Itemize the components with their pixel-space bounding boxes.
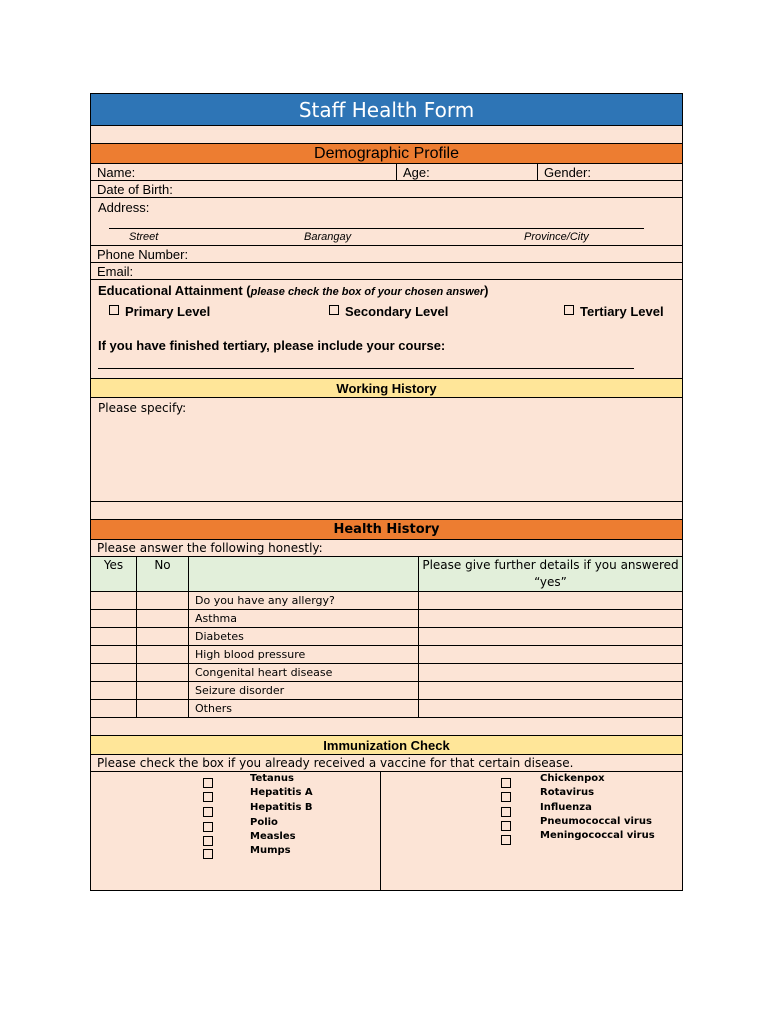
immunization-instruction: Please check the box if you already received a vaccine for that certain disease.	[97, 756, 574, 770]
no-cell[interactable]	[137, 646, 189, 664]
checkbox[interactable]	[203, 778, 213, 788]
checkbox[interactable]	[501, 807, 511, 817]
form-title: Staff Health Form	[91, 94, 682, 126]
phone-field[interactable]	[91, 246, 682, 263]
condition-column-header	[189, 557, 419, 592]
condition-label: Seizure disorder	[189, 682, 419, 700]
no-cell[interactable]	[137, 628, 189, 646]
details-cell[interactable]	[419, 646, 683, 664]
no-cell[interactable]	[137, 700, 189, 718]
checkbox[interactable]	[203, 836, 213, 846]
address-label: Address:	[98, 200, 150, 215]
working-history-field[interactable]	[91, 398, 682, 502]
vaccine-label: Hepatitis A	[250, 787, 313, 798]
yes-cell[interactable]	[91, 646, 137, 664]
specify-label: Please specify:	[98, 401, 187, 415]
vaccine-label: Pneumococcal virus	[540, 816, 652, 827]
vaccine-label: Tetanus	[250, 773, 294, 784]
spacer-row	[91, 126, 682, 144]
table-row	[91, 610, 682, 628]
checkbox[interactable]	[564, 305, 574, 315]
health-instruction-row	[91, 540, 682, 557]
staff-health-form	[90, 93, 683, 891]
no-column-header: No	[137, 557, 189, 592]
address-field[interactable]	[91, 198, 682, 246]
checkbox[interactable]	[203, 792, 213, 802]
checkbox[interactable]	[501, 792, 511, 802]
details-cell[interactable]	[419, 610, 683, 628]
condition-label: Others	[189, 700, 419, 718]
spacer-row	[91, 718, 682, 736]
primary-level-option[interactable]: Primary Level	[109, 304, 210, 319]
table-row	[91, 592, 682, 610]
no-cell[interactable]	[137, 592, 189, 610]
education-note: please check the box of your chosen answer	[250, 286, 485, 298]
no-cell[interactable]	[137, 610, 189, 628]
immunization-header: Immunization Check	[91, 736, 682, 755]
checkbox[interactable]	[109, 305, 119, 315]
yes-cell[interactable]	[91, 592, 137, 610]
checkbox[interactable]	[501, 835, 511, 845]
immunization-checklist	[91, 772, 682, 890]
condition-label: Diabetes	[189, 628, 419, 646]
condition-label: High blood pressure	[189, 646, 419, 664]
course-input-line[interactable]	[98, 368, 634, 369]
table-row	[91, 664, 682, 682]
education-label: Educational Attainment (please check the box of your chosen answer)	[98, 283, 489, 298]
phone-label: Phone Number:	[97, 247, 189, 262]
details-cell[interactable]	[419, 592, 683, 610]
spacer-row	[91, 502, 682, 520]
vaccine-label: Influenza	[540, 802, 592, 813]
vaccine-column-right	[381, 772, 682, 890]
education-section	[91, 280, 682, 379]
yes-cell[interactable]	[91, 628, 137, 646]
street-label: Street	[129, 231, 159, 243]
barangay-label: Barangay	[304, 231, 352, 243]
tertiary-level-option[interactable]: Tertiary Level	[564, 304, 664, 319]
health-instruction: Please answer the following honestly:	[97, 541, 323, 555]
immunization-instruction-row	[91, 755, 682, 772]
vaccine-label: Polio	[250, 817, 278, 828]
table-row	[91, 682, 682, 700]
condition-label: Congenital heart disease	[189, 664, 419, 682]
details-cell[interactable]	[419, 682, 683, 700]
details-column-header: Please give further details if you answered “yes”	[419, 557, 683, 592]
condition-label: Do you have any allergy?	[189, 592, 419, 610]
details-cell[interactable]	[419, 628, 683, 646]
yes-cell[interactable]	[91, 700, 137, 718]
yes-cell[interactable]	[91, 610, 137, 628]
working-history-header: Working History	[91, 379, 682, 398]
demographic-header: Demographic Profile	[91, 144, 682, 164]
health-history-header: Health History	[91, 520, 682, 540]
course-prompt: If you have finished tertiary, please include your course:	[98, 338, 446, 353]
vaccine-label: Mumps	[250, 845, 291, 856]
details-cell[interactable]	[419, 664, 683, 682]
gender-field[interactable]: Gender:	[537, 164, 682, 180]
no-cell[interactable]	[137, 664, 189, 682]
vaccine-label: Rotavirus	[540, 787, 595, 798]
no-cell[interactable]	[137, 682, 189, 700]
yes-cell[interactable]	[91, 682, 137, 700]
checkbox[interactable]	[501, 821, 511, 831]
vaccine-label: Hepatitis B	[250, 802, 313, 813]
vaccine-label: Meningococcal virus	[540, 830, 655, 841]
name-age-gender-row	[91, 164, 682, 181]
vaccine-column-left	[91, 772, 381, 890]
table-row	[91, 700, 682, 718]
health-table-row	[91, 557, 682, 718]
checkbox[interactable]	[329, 305, 339, 315]
table-row	[91, 646, 682, 664]
checkbox[interactable]	[203, 822, 213, 832]
health-history-table	[91, 557, 682, 717]
dob-label: Date of Birth:	[97, 182, 173, 197]
yes-column-header: Yes	[91, 557, 137, 592]
details-cell[interactable]	[419, 700, 683, 718]
checkbox[interactable]	[203, 849, 213, 859]
vaccine-label: Chickenpox	[540, 773, 605, 784]
province-label: Province/City	[524, 231, 589, 243]
address-line	[109, 228, 644, 229]
checkbox[interactable]	[203, 807, 213, 817]
vaccine-label: Measles	[250, 831, 296, 842]
dob-field[interactable]	[91, 181, 682, 198]
email-label: Email:	[97, 264, 134, 279]
yes-cell[interactable]	[91, 664, 137, 682]
email-field[interactable]	[91, 263, 682, 280]
table-header-row	[91, 557, 682, 592]
age-field[interactable]: Age:	[396, 164, 537, 180]
checkbox[interactable]	[501, 778, 511, 788]
table-row	[91, 628, 682, 646]
name-field[interactable]: Name:	[97, 165, 136, 180]
secondary-level-option[interactable]: Secondary Level	[329, 304, 448, 319]
condition-label: Asthma	[189, 610, 419, 628]
